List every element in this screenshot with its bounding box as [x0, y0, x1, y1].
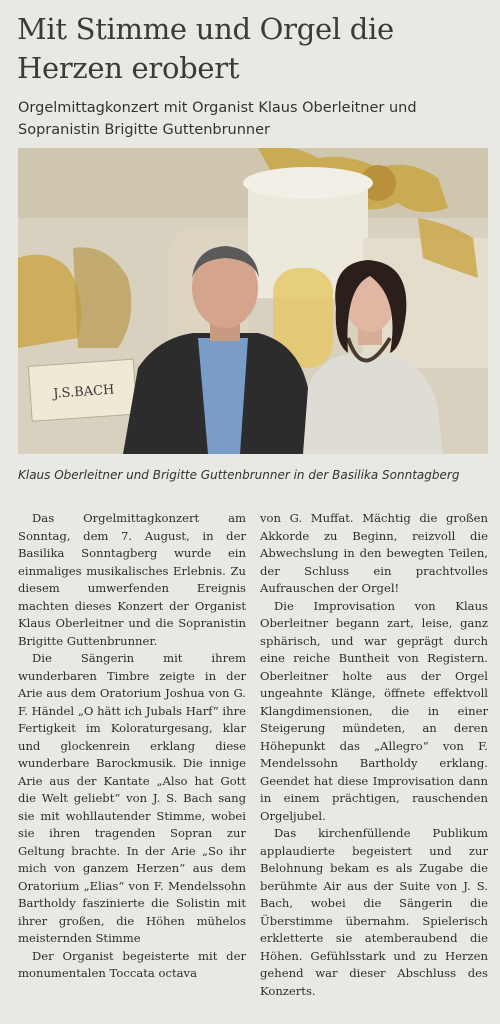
- photo-organist-and-singer: [18, 148, 488, 454]
- headline-line-1: Mit Stimme und Orgel die: [17, 12, 394, 46]
- article-paragraph: Das Orgelmittagkonzert am Sonntag, dem 7. August, in der Basilika Sonntagberg wurde ein einmaliges musikalisches Erlebnis. Zu diesem umwerfenden Ereignis machten dieses Konzert der Organist Klaus Oberleitner und die Sopranistin Brigitte Guttenbrunner.: [18, 511, 246, 648]
- photo-caption: Klaus Oberleitner und Brigitte Guttenbrunner in der Basilika Sonntagberg: [18, 468, 460, 482]
- article-column-left: [18, 510, 246, 983]
- article-paragraph: von G. Muffat. Mächtig die großen Akkorde zu Beginn, reizvoll die Abwechslung in den bewegten Teilen, der Schluss ein prachtvolles Aufrauschen der Orgel!: [260, 511, 488, 595]
- music-book: [28, 359, 137, 421]
- organ-pillar-cap: [243, 167, 373, 199]
- article-paragraph: Die Sängerin mit ihrem wunderbaren Timbre zeigte in der Arie aus dem Oratorium Joshua von G. F. Händel „O hätt ich Jubals Harf“ ihre Fertigkeit im Koloraturgesang, klar und glockenrein erklang diese wunderbare Barockmusik. Die innige Arie aus der Kantate „Also hat Gott die Welt geliebt“ von J. S. Bach sang sie mit wohllautender Stimme, wobei sie ihren tragenden Sopran zur Geltung brachte. In der Arie „So ihr mich von ganzem Herzen“ aus dem Oratorium „Elias“ von F. Mendelssohn Bartholdy faszinierte die Solistin mit ihrer großen, die Höhen mühelos meisternden Stimme: [18, 651, 246, 945]
- music-book-label: J.S.BACH: [52, 382, 115, 402]
- article-column-right: [260, 510, 488, 1000]
- article-paragraph: Die Improvisation von Klaus Oberleitner begann zart, leise, ganz sphärisch, und war geprägt durch eine reiche Buntheit von Registern. Oberleitner holte aus der Orgel ungeahnte Klänge, öffnete effektvoll Klangdimensionen, die in einer Steigerung mündeten, an deren Höhepunkt das „Allegro“ von F. Mendelssohn Bartholdy erklang. Geendet hat diese Improvisation dann in einem prächtigen, rauschenden Orgeljubel.: [260, 598, 488, 823]
- headline-line-2: Herzen erobert: [17, 51, 240, 85]
- headline: [17, 10, 487, 88]
- article-paragraph: Das kirchenfüllende Publikum applaudierte begeistert und zur Belohnung bekam es als Zugabe die berühmte Air aus der Suite von J. S. Bach, wobei die Sängerin die Überstimme übernahm. Spielerisch erkletterte sie atemberaubend die Höhen. Gefühlsstark und zu Herzen gehend war dieser Abschluss des Konzerts.: [260, 826, 488, 998]
- article-paragraph: Der Organist begeisterte mit der monumentalen Toccata octava: [18, 948, 246, 980]
- subheadline-line-1: Orgelmittagkonzert mit Organist Klaus Oberleitner und: [18, 100, 417, 116]
- subheadline-line-2: Sopranistin Brigitte Guttenbrunner: [18, 122, 271, 138]
- subheadline: [18, 97, 488, 141]
- photo-illustration: [18, 148, 488, 454]
